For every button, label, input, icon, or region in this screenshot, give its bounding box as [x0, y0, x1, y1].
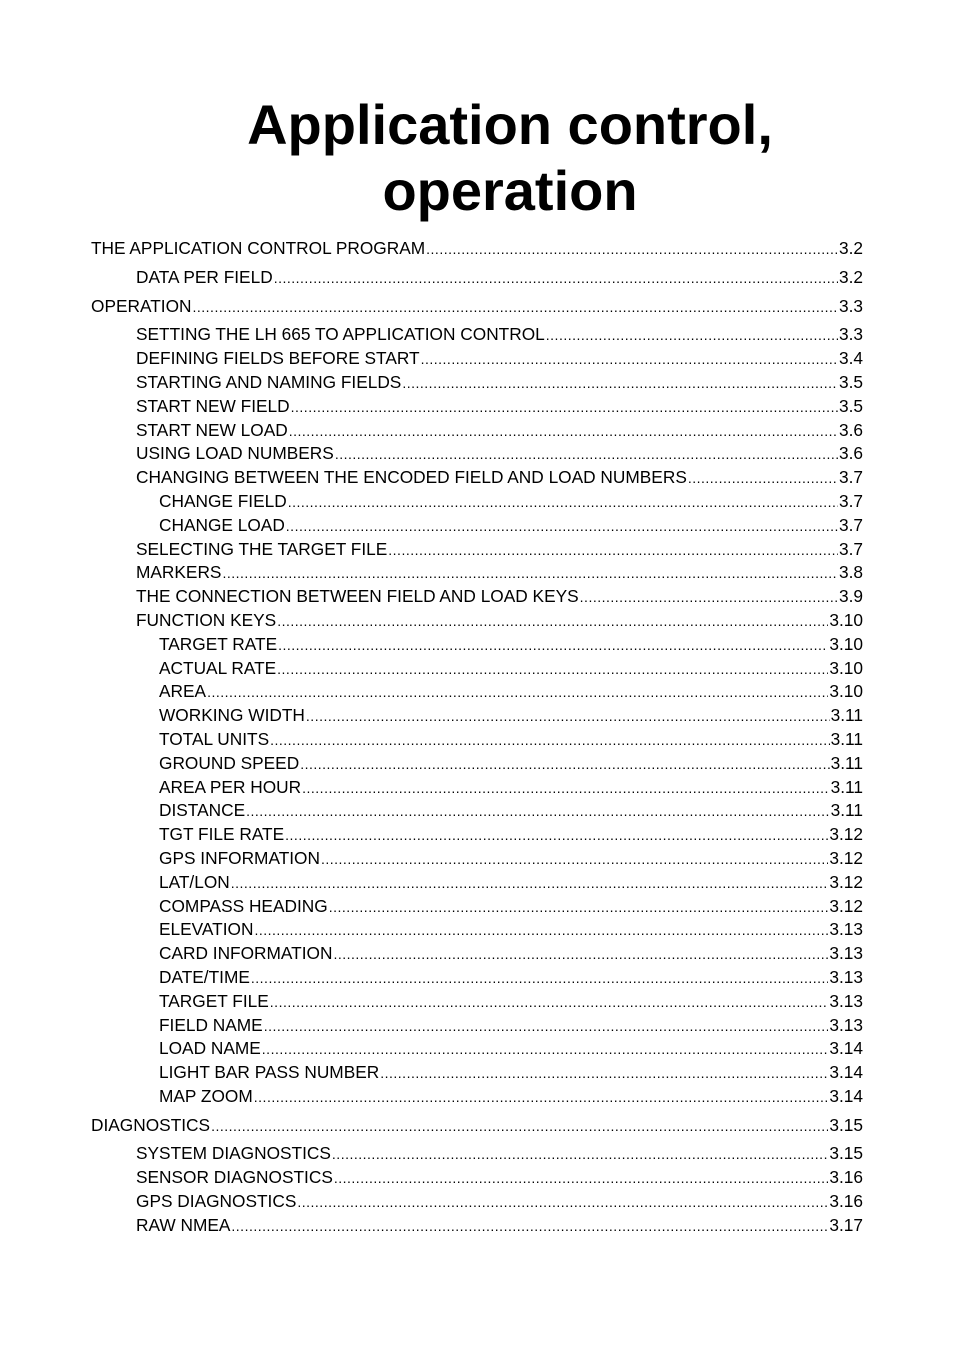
toc-entry[interactable]: [91, 1167, 863, 1191]
toc-dot-leader: [286, 518, 838, 534]
toc-entry-label: WORKING WIDTH: [159, 705, 305, 726]
table-of-contents: [91, 238, 863, 1239]
toc-entry[interactable]: [91, 800, 863, 824]
toc-entry[interactable]: [91, 443, 863, 467]
toc-entry-label: LAT/LON: [159, 871, 230, 892]
toc-entry[interactable]: [91, 562, 863, 586]
toc-dot-leader: [321, 851, 828, 867]
toc-entry[interactable]: [91, 324, 863, 348]
toc-entry[interactable]: [91, 1191, 863, 1215]
toc-entry[interactable]: [91, 777, 863, 801]
toc-entry-page-number: 3.12: [829, 824, 863, 845]
toc-entry-label: GROUND SPEED: [159, 752, 300, 773]
toc-entry-page-number: 3.6: [838, 419, 863, 440]
toc-entry-page-number: 3.3: [838, 295, 863, 316]
toc-dot-leader: [211, 1118, 828, 1134]
toc-entry-label: GPS INFORMATION: [159, 847, 320, 868]
toc-entry[interactable]: [91, 348, 863, 372]
toc-entry-label: CARD INFORMATION: [159, 943, 333, 964]
toc-entry[interactable]: [91, 729, 863, 753]
toc-entry-page-number: 3.5: [838, 371, 863, 392]
toc-entry[interactable]: [91, 991, 863, 1015]
toc-entry-page-number: 3.13: [829, 990, 863, 1011]
toc-entry-page-number: 3.17: [829, 1214, 863, 1235]
toc-dot-leader: [251, 970, 828, 986]
toc-entry[interactable]: [91, 634, 863, 658]
toc-dot-leader: [291, 399, 838, 415]
toc-entry-page-number: 3.15: [829, 1114, 863, 1135]
toc-entry-page-number: 3.6: [838, 443, 863, 464]
toc-dot-leader: [231, 875, 829, 891]
toc-entry[interactable]: [91, 539, 863, 563]
page-title-line-2: operation: [382, 159, 638, 222]
toc-entry-page-number: 3.12: [829, 871, 863, 892]
toc-dot-leader: [274, 270, 838, 286]
toc-entry-page-number: 3.7: [838, 514, 863, 535]
toc-entry-page-number: 3.11: [830, 705, 863, 726]
toc-entry[interactable]: [91, 267, 863, 291]
toc-entry-page-number: 3.10: [829, 681, 863, 702]
toc-entry-label: OPERATION: [91, 295, 192, 316]
toc-dot-leader: [193, 299, 838, 315]
toc-dot-leader: [333, 946, 828, 962]
toc-entry-label: FUNCTION KEYS: [136, 609, 277, 630]
toc-entry[interactable]: [91, 372, 863, 396]
toc-entry[interactable]: [91, 420, 863, 444]
toc-entry-label: CHANGE FIELD: [159, 490, 287, 511]
toc-dot-leader: [388, 542, 838, 558]
toc-dot-leader: [329, 899, 829, 915]
toc-entry-label: START NEW FIELD: [136, 395, 290, 416]
toc-dot-leader: [546, 327, 838, 343]
toc-entry-label: ACTUAL RATE: [159, 657, 277, 678]
toc-dot-leader: [306, 708, 830, 724]
toc-entry-label: CHANGE LOAD: [159, 514, 285, 535]
toc-entry-label: DATE/TIME: [159, 966, 250, 987]
toc-entry-label: SYSTEM DIAGNOSTICS: [136, 1143, 331, 1164]
toc-dot-leader: [270, 994, 829, 1010]
toc-entry-label: AREA: [159, 681, 207, 702]
toc-entry-page-number: 3.10: [829, 609, 863, 630]
toc-entry-page-number: 3.14: [829, 1085, 863, 1106]
toc-entry-label: MARKERS: [136, 562, 222, 583]
toc-entry-label: MAP ZOOM: [159, 1085, 253, 1106]
toc-entry[interactable]: [91, 1086, 863, 1110]
toc-entry-label: DIAGNOSTICS: [91, 1114, 211, 1135]
toc-entry-page-number: 3.16: [829, 1191, 863, 1212]
toc-entry-page-number: 3.15: [829, 1143, 863, 1164]
toc-dot-leader: [688, 470, 838, 486]
toc-entry-page-number: 3.7: [838, 538, 863, 559]
toc-entry[interactable]: [91, 943, 863, 967]
toc-entry-label: RAW NMEA: [136, 1214, 231, 1235]
toc-entry-label: TARGET RATE: [159, 633, 278, 654]
toc-entry-label: TOTAL UNITS: [159, 728, 270, 749]
toc-dot-leader: [246, 803, 830, 819]
toc-dot-leader: [302, 780, 830, 796]
toc-entry-label: CHANGING BETWEEN THE ENCODED FIELD AND LOAD NUMBERS: [136, 467, 687, 488]
toc-entry[interactable]: [91, 1143, 863, 1167]
toc-entry[interactable]: [91, 681, 863, 705]
toc-entry[interactable]: [91, 610, 863, 634]
toc-entry[interactable]: [91, 1215, 863, 1239]
toc-entry[interactable]: [91, 753, 863, 777]
toc-entry-page-number: 3.10: [829, 633, 863, 654]
toc-entry-label: STARTING AND NAMING FIELDS: [136, 371, 402, 392]
toc-dot-leader: [254, 1089, 829, 1105]
toc-entry[interactable]: [91, 705, 863, 729]
toc-dot-leader: [297, 1194, 828, 1210]
toc-entry-label: SETTING THE LH 665 TO APPLICATION CONTROL: [136, 324, 545, 345]
toc-entry[interactable]: [91, 967, 863, 991]
toc-entry-label: SELECTING THE TARGET FILE: [136, 538, 388, 559]
toc-entry-label: START NEW LOAD: [136, 419, 288, 440]
toc-entry[interactable]: [91, 238, 863, 262]
toc-dot-leader: [402, 375, 838, 391]
toc-entry-page-number: 3.14: [829, 1062, 863, 1083]
toc-entry[interactable]: [91, 1115, 863, 1139]
toc-dot-leader: [207, 684, 828, 700]
toc-dot-leader: [380, 1065, 828, 1081]
toc-entry-label: SENSOR DIAGNOSTICS: [136, 1167, 333, 1188]
page-title: [160, 92, 860, 224]
toc-entry-page-number: 3.12: [829, 847, 863, 868]
toc-dot-leader: [277, 613, 828, 629]
toc-entry[interactable]: [91, 296, 863, 320]
toc-dot-leader: [289, 423, 838, 439]
toc-entry-page-number: 3.13: [829, 966, 863, 987]
toc-entry-label: THE CONNECTION BETWEEN FIELD AND LOAD KEYS: [136, 586, 579, 607]
page-title-line-1: Application control,: [247, 93, 773, 156]
toc-dot-leader: [264, 1018, 829, 1034]
toc-entry-label: AREA PER HOUR: [159, 776, 302, 797]
toc-dot-leader: [334, 1170, 829, 1186]
toc-entry[interactable]: [91, 1062, 863, 1086]
toc-entry[interactable]: [91, 491, 863, 515]
toc-entry-page-number: 3.9: [838, 586, 863, 607]
toc-entry-page-number: 3.13: [829, 919, 863, 940]
toc-dot-leader: [335, 446, 838, 462]
toc-entry-label: COMPASS HEADING: [159, 895, 328, 916]
toc-entry-label: ELEVATION: [159, 919, 254, 940]
toc-entry-label: USING LOAD NUMBERS: [136, 443, 334, 464]
toc-entry-label: TARGET FILE: [159, 990, 269, 1011]
toc-dot-leader: [332, 1146, 828, 1162]
toc-entry-page-number: 3.8: [838, 562, 863, 583]
toc-dot-leader: [288, 494, 838, 510]
toc-entry-page-number: 3.3: [838, 324, 863, 345]
toc-entry-page-number: 3.4: [838, 348, 863, 369]
toc-dot-leader: [278, 637, 828, 653]
toc-entry-page-number: 3.10: [829, 657, 863, 678]
toc-entry-page-number: 3.16: [829, 1167, 863, 1188]
toc-entry-label: FIELD NAME: [159, 1014, 263, 1035]
toc-dot-leader: [277, 661, 828, 677]
toc-entry-page-number: 3.11: [830, 800, 863, 821]
toc-entry[interactable]: [91, 919, 863, 943]
toc-entry-page-number: 3.11: [830, 752, 863, 773]
toc-entry-label: THE APPLICATION CONTROL PROGRAM: [91, 238, 426, 258]
toc-entry[interactable]: [91, 396, 863, 420]
toc-entry[interactable]: [91, 896, 863, 920]
toc-entry-page-number: 3.11: [830, 776, 863, 797]
toc-entry-page-number: 3.7: [838, 490, 863, 511]
toc-entry-label: DEFINING FIELDS BEFORE START: [136, 348, 420, 369]
toc-dot-leader: [426, 241, 838, 257]
toc-dot-leader: [580, 589, 838, 605]
toc-entry-label: TGT FILE RATE: [159, 824, 285, 845]
toc-dot-leader: [222, 565, 838, 581]
toc-entry[interactable]: [91, 467, 863, 491]
toc-entry-label: LIGHT BAR PASS NUMBER: [159, 1062, 380, 1083]
toc-entry-page-number: 3.7: [838, 467, 863, 488]
toc-dot-leader: [254, 922, 828, 938]
toc-dot-leader: [262, 1041, 829, 1057]
toc-dot-leader: [421, 351, 838, 367]
toc-dot-leader: [285, 827, 828, 843]
toc-entry[interactable]: [91, 658, 863, 682]
toc-entry[interactable]: [91, 848, 863, 872]
toc-entry-page-number: 3.2: [838, 238, 863, 258]
toc-entry-page-number: 3.12: [829, 895, 863, 916]
toc-entry[interactable]: [91, 824, 863, 848]
toc-dot-leader: [270, 732, 830, 748]
toc-entry-label: GPS DIAGNOSTICS: [136, 1191, 297, 1212]
toc-entry-label: DISTANCE: [159, 800, 246, 821]
toc-entry[interactable]: [91, 872, 863, 896]
toc-entry[interactable]: [91, 1038, 863, 1062]
toc-entry-page-number: 3.13: [829, 1014, 863, 1035]
toc-entry-page-number: 3.13: [829, 943, 863, 964]
toc-entry-page-number: 3.11: [830, 728, 863, 749]
toc-entry[interactable]: [91, 515, 863, 539]
toc-entry-label: DATA PER FIELD: [136, 266, 273, 287]
toc-entry[interactable]: [91, 1015, 863, 1039]
toc-dot-leader: [300, 756, 829, 772]
toc-entry-page-number: 3.2: [838, 266, 863, 287]
toc-entry-page-number: 3.14: [829, 1038, 863, 1059]
toc-entry-page-number: 3.5: [838, 395, 863, 416]
toc-entry[interactable]: [91, 586, 863, 610]
toc-entry-label: LOAD NAME: [159, 1038, 261, 1059]
toc-dot-leader: [231, 1218, 828, 1234]
